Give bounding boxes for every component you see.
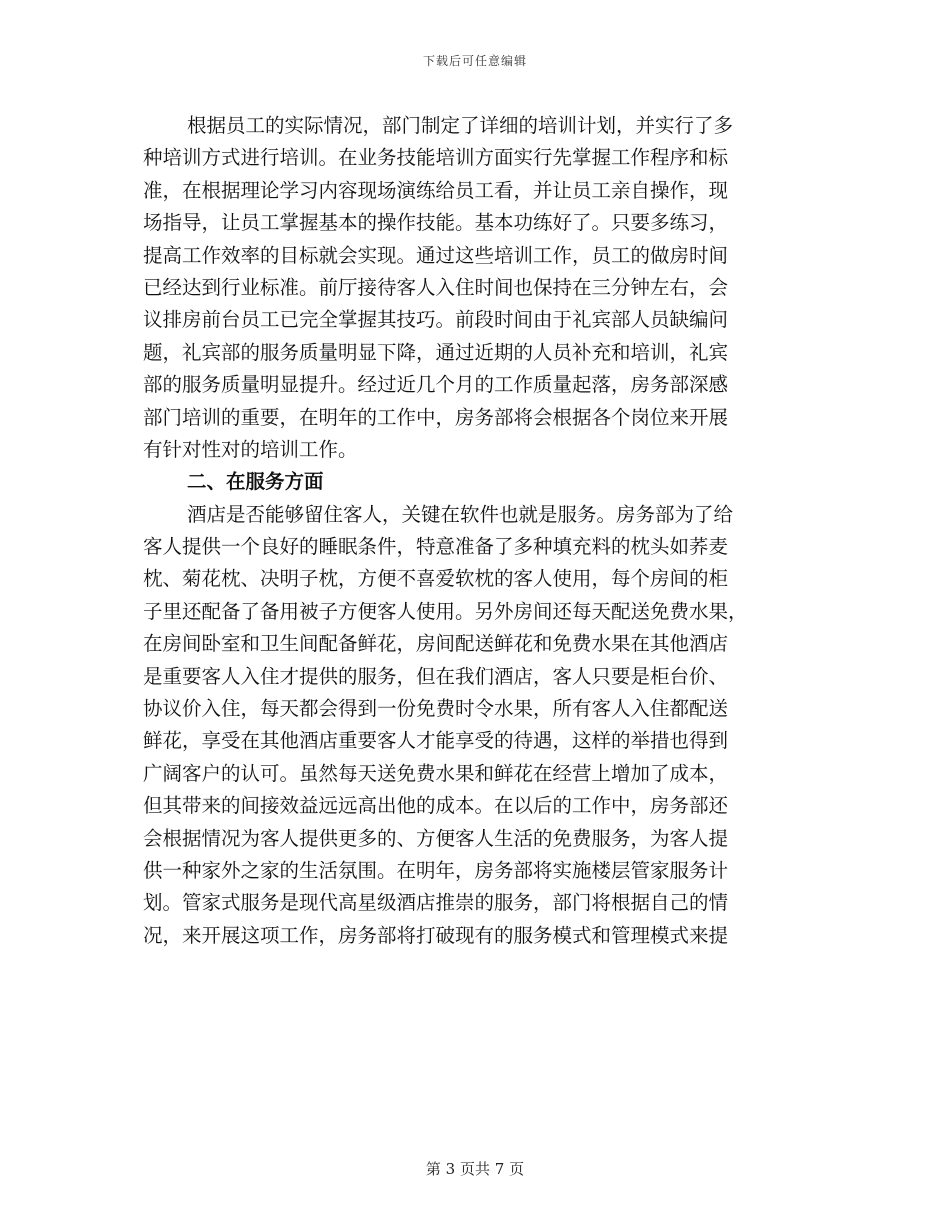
paragraph-line: 题，礼宾部的服务质量明显下降，通过近期的人员补充和培训，礼宾 bbox=[143, 340, 729, 364]
paragraph-line: 议排房前台员工已完全掌握其技巧。前段时间由于礼宾部人员缺编问 bbox=[143, 308, 729, 332]
paragraph-line: 客人提供一个良好的睡眠条件，特意准备了多种填充料的枕头如荞麦 bbox=[143, 535, 729, 559]
paragraph-line: 协议价入住，每天都会得到一份免费时令水果，所有客人入住都配送 bbox=[143, 697, 729, 721]
paragraph-line: 况，来开展这项工作，房务部将打破现有的服务模式和管理模式来提 bbox=[143, 923, 729, 947]
paragraph-line: 提高工作效率的目标就会实现。通过这些培训工作，员工的做房时间 bbox=[143, 243, 729, 267]
paragraph-line: 枕、菊花枕、决明子枕，方便不喜爱软枕的客人使用，每个房间的柜 bbox=[143, 567, 729, 591]
paragraph-line: 根据员工的实际情况，部门制定了详细的培训计划，并实行了多 bbox=[187, 114, 734, 137]
page-footer: 第 3 页共 7 页 bbox=[425, 1160, 525, 1178]
page-header: 下载后可任意编辑 bbox=[422, 54, 527, 68]
section-heading: 二、在服务方面 bbox=[187, 470, 324, 494]
paragraph-line: 部的服务质量明显提升。经过近几个月的工作质量起落，房务部深感 bbox=[143, 373, 729, 397]
paragraph-line: 子里还配备了备用被子方便客人使用。另外房间还每天配送免费水果， bbox=[143, 599, 748, 623]
paragraph-line: 已经达到行业标准。前厅接待客人入住时间也保持在三分钟左右，会 bbox=[143, 275, 729, 299]
paragraph-line: 划。管家式服务是现代高星级酒店推崇的服务，部门将根据自己的情 bbox=[143, 891, 729, 915]
paragraph-line: 广阔客户的认可。虽然每天送免费水果和鲜花在经营上增加了成本， bbox=[143, 761, 729, 785]
paragraph-line: 在房间卧室和卫生间配备鲜花，房间配送鲜花和免费水果在其他酒店 bbox=[143, 632, 729, 656]
paragraph-line: 供一种家外之家的生活氛围。在明年，房务部将实施楼层管家服务计 bbox=[143, 858, 729, 882]
paragraph-line: 是重要客人入住才提供的服务，但在我们酒店，客人只要是柜台价、 bbox=[143, 664, 729, 688]
paragraph-line: 种培训方式进行培训。在业务技能培训方面实行先掌握工作程序和标 bbox=[143, 146, 729, 170]
paragraph-line: 有针对性对的培训工作。 bbox=[143, 437, 358, 461]
paragraph-line: 准，在根据理论学习内容现场演练给员工看，并让员工亲自操作，现 bbox=[143, 178, 729, 202]
paragraph-line: 会根据情况为客人提供更多的、方便客人生活的免费服务，为客人提 bbox=[143, 826, 729, 850]
paragraph-line: 酒店是否能够留住客人，关键在软件也就是服务。房务部为了给 bbox=[187, 502, 734, 526]
paragraph-line: 但其带来的间接效益远远高出他的成本。在以后的工作中，房务部还 bbox=[143, 794, 729, 818]
paragraph-line: 鲜花，享受在其他酒店重要客人才能享受的待遇，这样的举措也得到 bbox=[143, 729, 729, 753]
document-body bbox=[143, 110, 798, 952]
paragraph-line: 场指导，让员工掌握基本的操作技能。基本功练好了。只要多练习， bbox=[143, 211, 729, 235]
paragraph-line: 部门培训的重要，在明年的工作中，房务部将会根据各个岗位来开展 bbox=[143, 405, 729, 429]
